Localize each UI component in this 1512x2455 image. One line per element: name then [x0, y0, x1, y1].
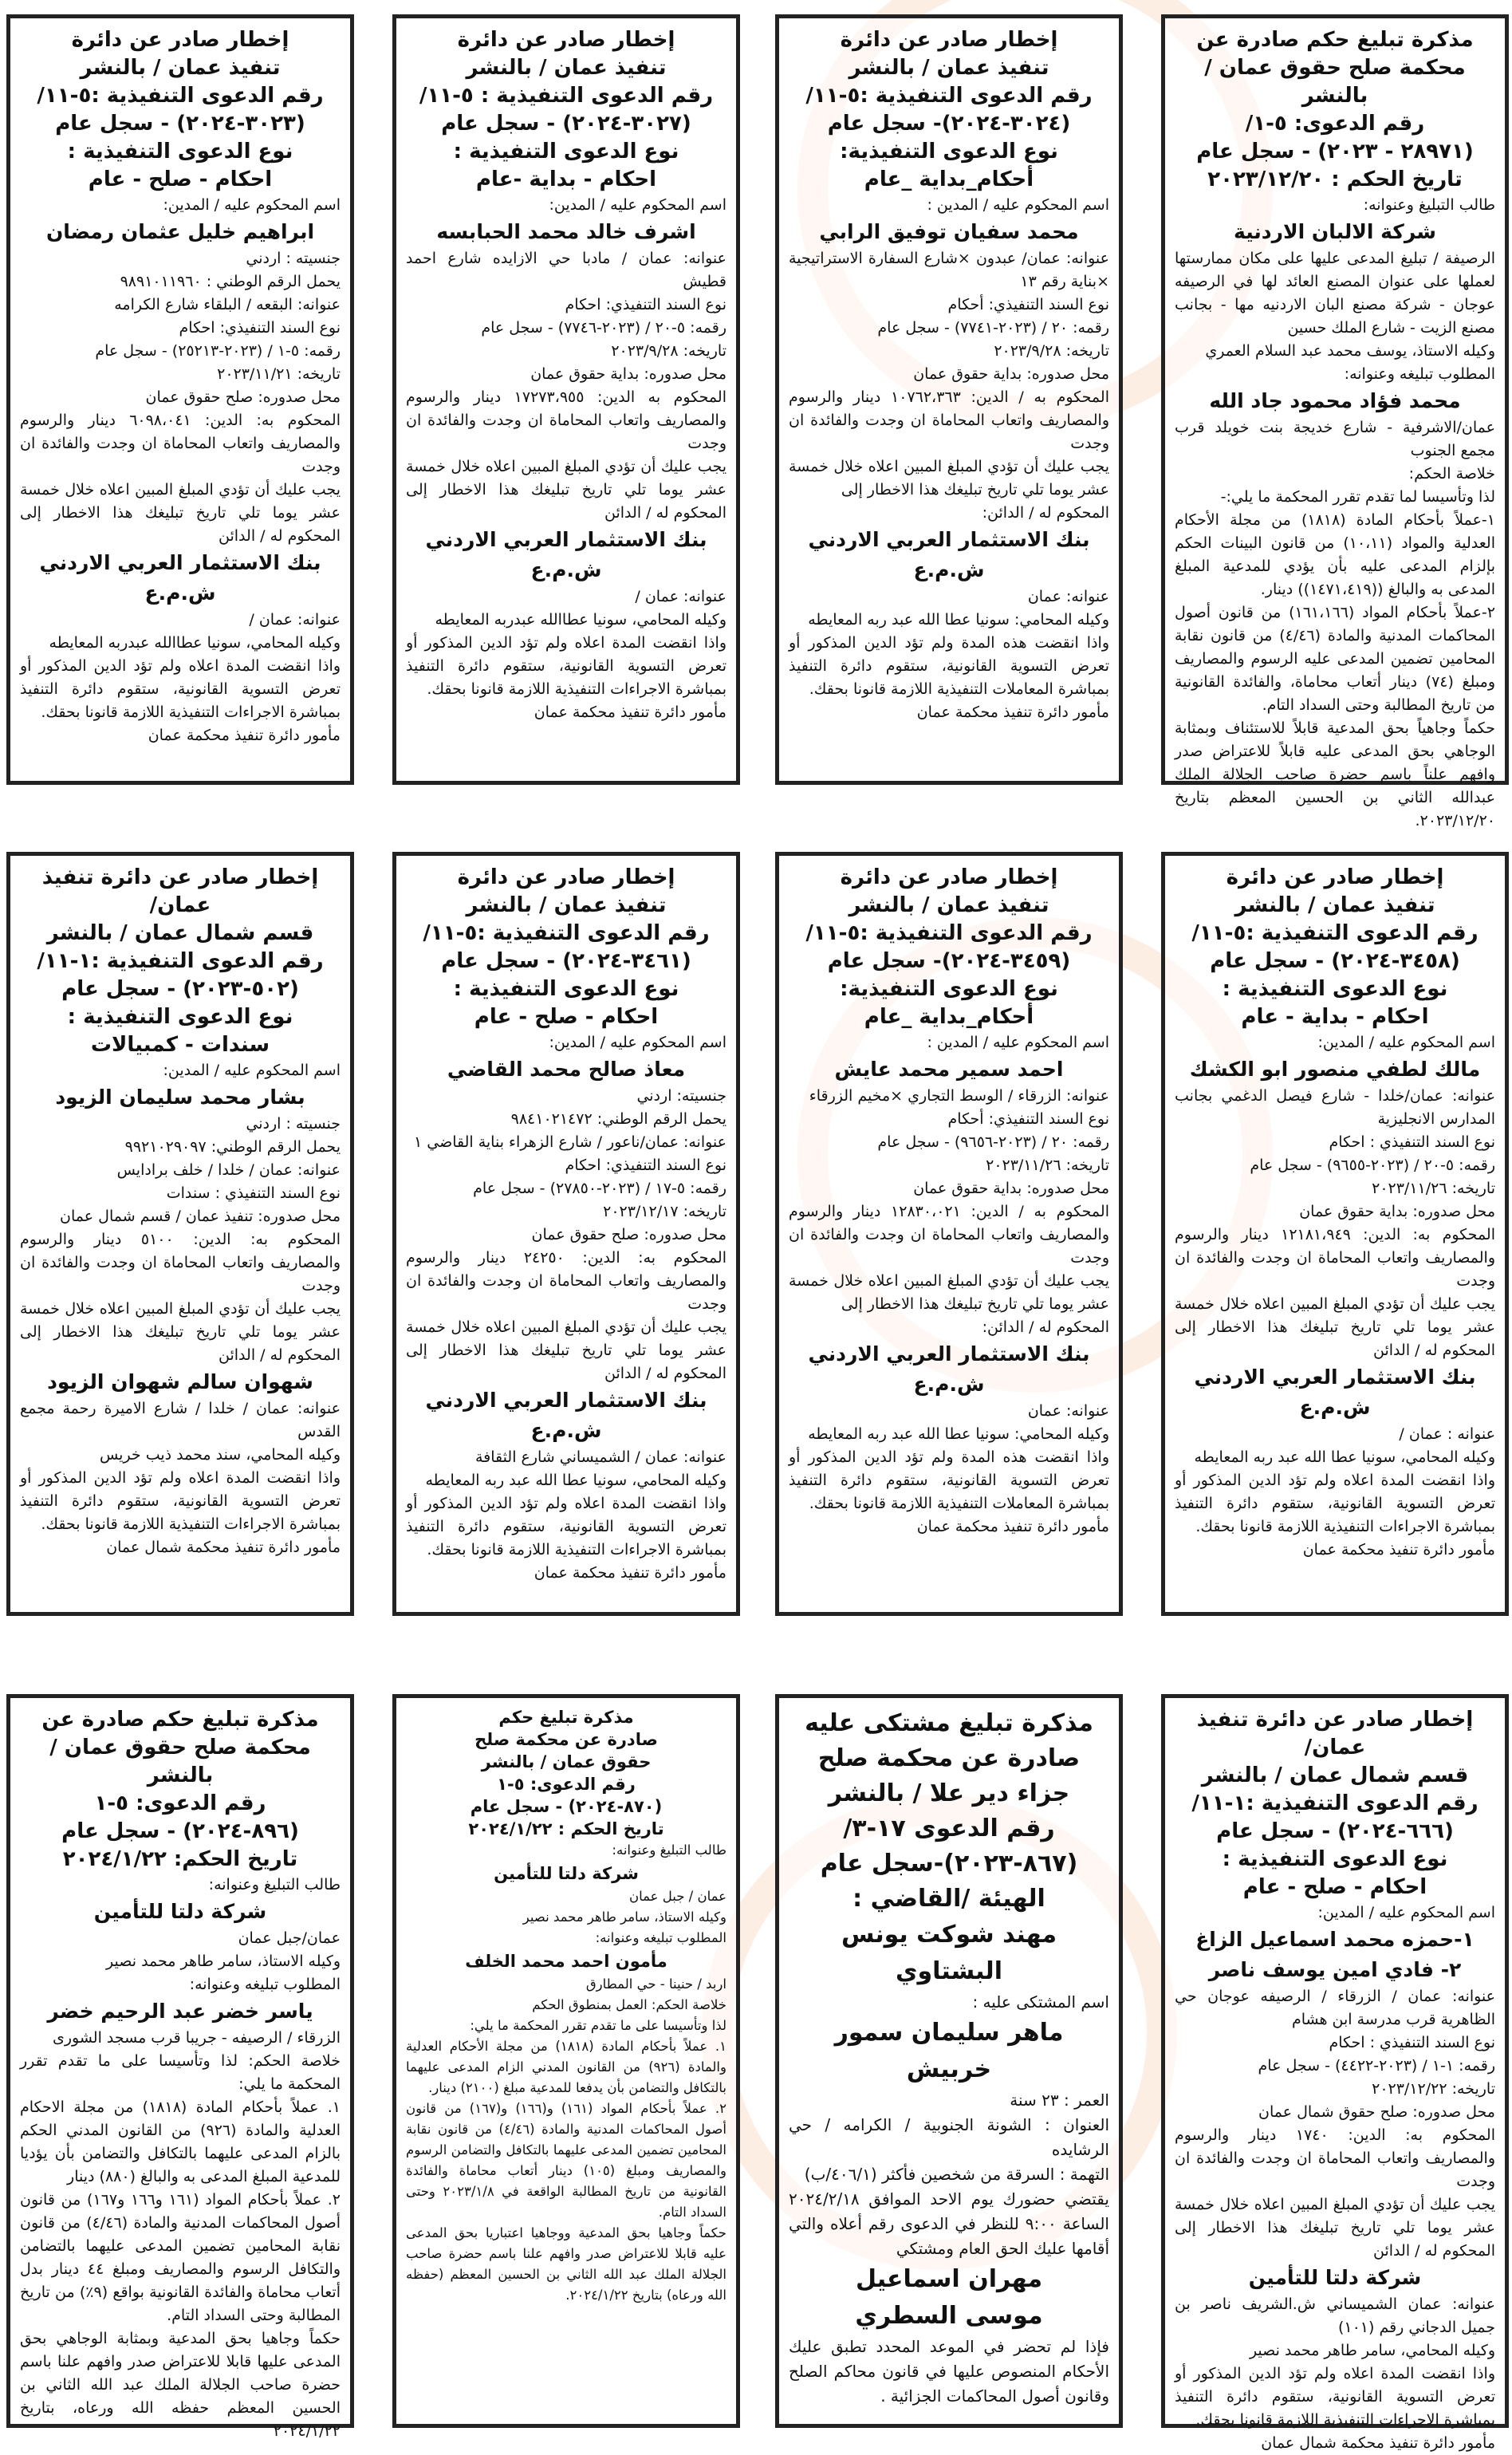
notice-text: ١-عملاً بأحكام المادة (١٨١٨) من مجلة الأحكام العدلية والمواد (١٠،١١) من قانون البينات الحكم بإلزام المدعى عليه بأن يؤدي للمدعية المبلغ المدعى به والبالغ ((١٤٧١،٤١٩)) دينار.: [1175, 511, 1495, 598]
notice-heading-line: إخطار صادر عن دائرة: [457, 865, 675, 889]
notice-text: اسم المحكوم عليه / المدين :: [927, 1034, 1109, 1051]
notice-text: لذا وتأسيسا على ما تقدم تقرر المحكمة ما يلي:: [470, 2018, 726, 2033]
notice-heading-line: رقم الدعوى التنفيذية :١-١١/: [37, 949, 324, 973]
notice-text: تاريخه: ٢٠٢٣/١٢/١٧: [603, 1203, 726, 1220]
notice-text: عنوانه: عمان: [1027, 1402, 1109, 1420]
notice-text: مأمور دائرة تنفيذ محكمة عمان: [1302, 1541, 1495, 1559]
notice-heading-line: نوع الدعوى التنفيذية :: [1222, 1847, 1448, 1871]
notice-text: واذا انقضت المدة اعلاه ولم تؤد الدين المذكور أو تعرض التسوية القانونية، ستقوم دائرة التنفيذ بمباشرة الاجراءات التنفيذية اللازمة قانونا بحقك.: [406, 1495, 726, 1559]
notice-heading-line: رقم الدعوى: ٥-١: [94, 1791, 266, 1815]
notice-heading-line: سندات - كمبيالات: [90, 1033, 270, 1057]
notice-heading-line: (٥٠٢-٢٠٢٣) - سجل عام: [61, 977, 299, 1001]
notice-text: وكيله الاستاذ، سامر طاهر محمد نصير: [106, 1953, 341, 1970]
party-name: معاذ صالح محمد القاضي: [447, 1058, 686, 1081]
notice-text: محل صدوره: بداية حقوق عمان: [1299, 1203, 1495, 1220]
notice-text: طالب التبليغ وعنوانه:: [1363, 196, 1495, 214]
notice-heading-line: (٣٤٥٩-٢٠٢٤)- سجل عام: [827, 949, 1071, 973]
notice-text: مأمور دائرة تنفيذ محكمة شمال عمان: [1261, 2434, 1495, 2452]
notice-text: مأمور دائرة تنفيذ محكمة شمال عمان: [106, 1539, 341, 1556]
notice-heading-line: تنفيذ عمان / بالنشر: [80, 56, 281, 80]
notice-heading-line: نوع الدعوى التنفيذية :: [67, 140, 293, 164]
notice-heading-line: الهيئة /القاضي :: [852, 1885, 1045, 1913]
notice-heading-line: مذكرة تبليغ حكم صادرة عن: [1196, 28, 1474, 52]
notice-text: عنوانه: عمان/ عبدون ×شارع السفارة الاستراتيجية ×بناية رقم ١٣: [789, 250, 1109, 290]
notice-heading-line: مذكرة تبليغ حكم: [498, 1708, 634, 1727]
notice-heading-line: محكمة صلح حقوق عمان / بالنشر: [49, 1736, 311, 1787]
notice-heading-line: رقم الدعوى التنفيذية :٥-١١/: [805, 84, 1093, 108]
notice-heading-line: نوع الدعوى التنفيذية :: [1222, 977, 1448, 1001]
notice-text: ١. عملاً بأحكام المادة (١٨١٨) من مجلة الأحكام العدلية والمادة (٩٢٦) من القانون المدني الزام المدعى عليهما بالتكافل والتضامن بأن يدفعا للمدعية مبلغ (٢١٠٠) دينار.: [406, 2039, 726, 2095]
notice-text: رقمه: ٥-٢٠ / (٢٠٢٣-٩٦٥٥) - سجل عام: [1250, 1157, 1495, 1174]
notice-text: رقمه: ٥-١ / (٢٠٢٣-٢٥٢١٣) - سجل عام: [95, 342, 341, 360]
notice-text: محل صدوره: تنفيذ عمان / قسم شمال عمان: [60, 1208, 341, 1225]
notice-heading-line: أحكام_بداية _عام: [864, 167, 1034, 191]
notice-heading-line: (٣٠٢٤-٢٠٢٤)- سجل عام: [827, 112, 1071, 136]
party-name: ياسر خضر عبد الرحيم خضر: [47, 2000, 313, 2023]
notice-heading-line: نوع الدعوى التنفيذية:: [840, 977, 1058, 1001]
notice-box: [392, 1694, 740, 2428]
notice-text: وكيله المحامي، سونيا عطا الله عبد ربه المعايطه: [425, 1472, 726, 1489]
notice-heading-line: رقم الدعوى: ٥-١: [497, 1775, 636, 1794]
notice-heading-line: إخطار صادر عن دائرة: [840, 28, 1058, 52]
notice-text: خلاصة الحكم:: [1408, 465, 1495, 483]
notice-text: عنوانه: عمان: [1027, 588, 1109, 605]
notice-text: رقمه: ٥-١٧ / (٢٠٢٣-٢٧٨٥٠) - سجل عام: [473, 1180, 726, 1197]
notice-text: المحكوم به: الدين: ١٧٤٠ دينار والرسوم والمصاريف واتعاب المحاماة ان وجدت والفائدة ان وجدت: [1175, 2126, 1495, 2190]
notice-text: يقتضي حضورك يوم الاحد الموافق ٢٠٢٤/٢/١٨ الساعة ٩:٠٠ للنظر في الدعوى رقم أعلاه والتي أقامها عليك الحق العام ومشتكي: [789, 2189, 1109, 2258]
notice-heading-line: تنفيذ عمان / بالنشر: [1234, 893, 1435, 917]
notice-text: مأمور دائرة تنفيذ محكمة عمان: [534, 1564, 726, 1582]
notice-text: محل صدوره: بداية حقوق عمان: [913, 1180, 1109, 1197]
notice-text: واذا انقضت هذه المدة ولم تؤد الدين المذكور أو تعرض التسوية القانونية، ستقوم دائرة التنفيذ بمباشرة المعاملات التنفيذية اللازمة قانونا بحقك.: [789, 1448, 1109, 1512]
party-name: بنك الاستثمار العربي الاردني ش.م.ع: [425, 528, 707, 581]
notice-text: تاريخه: ٢٠٢٣/٩/٢٨: [994, 342, 1109, 360]
notice-heading-line: تاريخ الحكم : ٢٠٢٣/١٢/٢٠: [1207, 167, 1463, 191]
party-name: بنك الاستثمار العربي الاردني ش.م.ع: [808, 528, 1090, 581]
party-name: شركة دلتا للتأمين: [93, 1900, 267, 1923]
notice-heading-line: (٨٩٦-٢٠٢٤) - سجل عام: [61, 1819, 299, 1843]
notice-box: [392, 14, 740, 785]
notice-text: المحكوم به / الدين: ١٢٨٣٠،٠٢١ دينار والرسوم والمصاريف واتعاب المحاماة ان وجدت والفائدة ان وجدت: [789, 1203, 1109, 1267]
notice-box: [1161, 14, 1509, 829]
notice-text: رقمه: ١-١ / (٢٠٢٣-٤٤٢٢) - سجل عام: [1258, 2057, 1495, 2075]
notice-text: المحكوم به: الدين: ٦٠٩٨،٠٤١ دينار والرسوم والمصاريف واتعاب المحاماة ان وجدت والفائدة ان وجدت: [20, 412, 341, 475]
notice-heading-line: مذكرة تبليغ حكم صادرة عن: [41, 1708, 319, 1732]
notice-text: عنوانه: عمان / خلدا / شارع الاميرة رحمة مجمع القدس: [20, 1400, 341, 1440]
party-name: شركة دلتا للتأمين: [1248, 2266, 1422, 2289]
notice-text: خلاصة الحكم: العمل بمنطوق الحكم: [532, 1997, 726, 2012]
notice-text: يحمل الرقم الوطني : ٩٨٩١٠١١٩٦٠: [120, 273, 341, 290]
notice-heading-line: رقم الدعوى التنفيذية :١-١١/: [1191, 1791, 1479, 1815]
notice-text: واذا انقضت المدة اعلاه ولم تؤد الدين المذكور أو تعرض التسوية القانونية، ستقوم دائرة التنفيذ بمباشرة الاجراءات التنفيذية اللازمة قانونا بحقك.: [1175, 2365, 1495, 2429]
party-name: مأمون احمد محمد الخلف: [465, 1952, 667, 1971]
notice-text: عنوانه : عمان /: [1399, 1425, 1495, 1443]
notice-text: يجب عليك أن تؤدي المبلغ المبين اعلاه خلال خمسة عشر يوما تلي تاريخ تبليغك هذا الاخطار إلى: [789, 1272, 1109, 1313]
notice-text: المحكوم له / الدائن:: [982, 1318, 1109, 1336]
notice-text: عمان/الاشرفية - شارع خديجة بنت خويلد قرب مجمع الجنوب: [1175, 419, 1495, 459]
notice-text: نوع السند التنفيذي: احكام: [179, 319, 341, 337]
party-name: محمد فؤاد محمود جاد الله: [1209, 389, 1461, 412]
notice-heading-line: احكام - بداية -عام: [475, 167, 657, 191]
notice-heading-line: رقم الدعوى التنفيذية :٥-١١/: [1191, 921, 1479, 945]
notice-text: يجب عليك أن تؤدي المبلغ المبين اعلاه خلال خمسة عشر يوما تلي تاريخ تبليغك هذا الاخطار إلى المحكوم له / الدائن: [20, 1300, 341, 1364]
notice-heading-line: تاريخ الحكم : ٢٠٢٤/١/٢٢: [468, 1819, 664, 1838]
notice-heading-line: رقم الدعوى ١٧-٣/: [843, 1815, 1055, 1842]
notice-text: تاريخه: ٢٠٢٣/١٢/٢٢: [1372, 2080, 1495, 2098]
notice-heading-line: احكام - صلح - عام: [474, 1005, 659, 1029]
notice-text: رقمه: ٢٠ / (٢٠٢٣-٧٧٤١) - سجل عام: [877, 319, 1109, 337]
notice-text: ٢-عملاً بأحكام المواد (١٦١،١٦٦) من قانون أصول المحاكمات المدنية والمادة (٤/٤٦) من قانون نقابة المحامين تضمين المدعى عليه الرسوم والمصاريف ومبلغ (٧٤) دينار أتعاب محاماة، والفائدة القانونية من تاريخ المطالبة وحتى السداد التام.: [1175, 604, 1495, 714]
notice-heading-line: تاريخ الحكم: ٢٠٢٤/١/٢٢: [62, 1847, 298, 1871]
notice-text: اسم المحكوم عليه / المدين:: [1317, 1904, 1495, 1921]
notice-box: [775, 852, 1123, 1616]
notice-text: وكيله المحامي: سونيا عطا الله عبد ربه المعايطه: [808, 611, 1109, 629]
notice-box: [775, 1694, 1123, 2428]
notice-box: [1161, 1694, 1509, 2452]
notice-text: حكماً وجاهيا بحق المدعية ووجاهيا اعتباريا بحق المدعى عليه قابلا للاعتراض صدر وافهم علنا باسم حضرة صاحب الجلالة الملك عبد الله الثاني بن الحسين المعظم (حفظه الله ورعاه) بتاريخ ٢٠٢٤/١/٢٢.: [406, 2225, 726, 2303]
notice-text: يجب عليك أن تؤدي المبلغ المبين اعلاه خلال خمسة عشر يوما تلي تاريخ تبليغك هذا الاخطار إلى المحكوم له / الدائن: [20, 481, 341, 545]
notice-text: مأمور دائرة تنفيذ محكمة عمان: [534, 703, 726, 721]
notice-text: اربد / حنينا - حي المطارق: [585, 1976, 726, 1992]
notice-heading-line: (٨٧٠-٢٠٢٤) - سجل عام: [470, 1797, 663, 1816]
notice-heading-line: رقم الدعوى التنفيذية :٥-١١/: [805, 921, 1093, 945]
party-name: شركة دلتا للتأمين: [494, 1864, 639, 1883]
party-name: بنك الاستثمار العربي الاردني ش.م.ع: [39, 551, 321, 605]
notice-text: المطلوب تبليغه وعنوانه:: [1344, 365, 1495, 383]
notice-heading-line: إخطار صادر عن دائرة: [457, 28, 675, 52]
notice-text: يجب عليك أن تؤدي المبلغ المبين اعلاه خلال خمسة عشر يوما تلي تاريخ تبليغك هذا الاخطار إلى المحكوم له / الدائن: [406, 458, 726, 522]
notice-text: فإذا لم تحضر في الموعد المحدد تطبق عليك الأحكام المنصوص عليها في قانون محاكم الصلح وقانون أصول المحاكمات الجزائية .: [789, 2337, 1109, 2406]
notice-text: اسم المحكوم عليه / المدين:: [549, 1034, 726, 1051]
notice-text: عنوانه: عمان/ناعور / شارع الزهراء بناية القاضي ١: [413, 1133, 726, 1151]
notice-heading-line: محكمة صلح حقوق عمان / بالنشر: [1204, 56, 1466, 108]
party-name: احمد سمير محمد عايش: [834, 1058, 1064, 1081]
notice-heading-line: جزاء دير علا / بالنشر: [828, 1779, 1070, 1807]
notice-heading-line: صادرة عن محكمة صلح: [817, 1744, 1081, 1772]
notice-text: نوع السند التنفيذي: أحكام: [947, 1110, 1109, 1128]
notice-text: المطلوب تبليغه وعنوانه:: [595, 1930, 726, 1945]
notice-text: رقمه: ٢٠ / (٢٠٢٣-٩٦٥٦) - سجل عام: [877, 1133, 1109, 1151]
notice-heading-line: تنفيذ عمان / بالنشر: [466, 893, 667, 917]
notice-text: ١. عملاً بأحكام المادة (١٨١٨) من مجلة الاحكام العدلية والمادة (٩٢٦) من القانون المدني الحكم بالزام المدعى عليهما بالتكافل والتضامن بأن يؤديا للمدعية المبلغ المدعى به والبالغ (٨٨٠) دينار: [20, 2098, 341, 2185]
party-name: شركة الالبان الاردنية: [1234, 220, 1436, 243]
notice-text: واذا انقضت المدة اعلاه ولم تؤد الدين المذكور أو تعرض التسوية القانونية، ستقوم دائرة التنفيذ بمباشرة الاجراءات التنفيذية اللازمة قانونا بحقك.: [1175, 1472, 1495, 1535]
notice-heading-line: نوع الدعوى التنفيذية :: [67, 1005, 293, 1029]
notice-heading-line: إخطار صادر عن دائرة تنفيذ عمان/: [1196, 1708, 1474, 1759]
notice-text: العنوان : الشونة الجنوبية / الكرامه / حي الرشايده: [789, 2115, 1109, 2159]
notice-text: عنوانه: عمان / الشميساني شارع الثقافة: [475, 1448, 726, 1466]
notice-text: المحكوم به / الدين: ١٠٧٦٢،٣٦٣ دينار والرسوم والمصاريف واتعاب المحاماة ان وجدت والفائدة ان وجدت: [789, 388, 1109, 452]
notice-heading-line: نوع الدعوى التنفيذية:: [840, 140, 1058, 164]
party-name: بشار محمد سليمان الزيود: [55, 1086, 305, 1109]
notice-text: وكيله المحامي: سونيا عطا الله عبد ربه المعايطه: [808, 1425, 1109, 1443]
notice-heading-line: رقم الدعوى التنفيذية : ٥-١١/: [419, 84, 714, 108]
notice-text: اسم المحكوم عليه / المدين:: [1317, 1034, 1495, 1051]
party-name: ماهر سليمان سمور خربيش: [834, 2019, 1064, 2083]
notice-text: وكيله المحامي، سونيا عطاالله عبدربه المعايطه: [49, 634, 341, 652]
notice-text: اسم المحكوم عليه / المدين:: [163, 1062, 341, 1079]
notice-text: المحكوم به: الدين: ٢٤٢٥٠ دينار والرسوم والمصاريف واتعاب المحاماة ان وجدت والفائدة ان وجدت: [406, 1249, 726, 1313]
notice-text: نوع السند التنفيذي : احكام: [1329, 2034, 1495, 2051]
notice-text: جنسيته : اردني: [246, 1115, 341, 1133]
party-name: محمد سفيان توفيق الرابي: [819, 220, 1079, 243]
notice-heading-line: تنفيذ عمان / بالنشر: [849, 893, 1049, 917]
notice-heading-line: تنفيذ عمان / بالنشر: [466, 56, 667, 80]
notice-heading-line: احكام - صلح - عام: [1242, 1875, 1427, 1899]
notice-box: [6, 14, 354, 785]
notice-text: مأمور دائرة تنفيذ محكمة عمان: [916, 703, 1109, 721]
notice-text: ٢. عملاً بأحكام المواد (١٦١) و(١٦٦) و(١٦٧) من قانون أصول المحاكمات المدنية والمادة (٤/٤٦) من قانون نقابة المحامين تضمين المدعى عليهما بالتكافل والتضامن الرسوم والمصاريف ومبلغ (١٠٥) دينار أتعاب محاماة والفائدة القانونية من تاريخ المطالبة الواقعة في ٢٠٢٣/١/٨ وحتى السداد التام.: [406, 2101, 726, 2220]
notice-text: عمان/جبل عمان: [238, 1929, 341, 1947]
notice-text: محل صدوره: صلح حقوق شمال عمان: [1258, 2103, 1495, 2121]
notice-heading-line: (٦٦٦-٢٠٢٤) - سجل عام: [1216, 1819, 1454, 1843]
notice-heading-line: قسم شمال عمان / بالنشر: [1201, 1763, 1469, 1787]
notice-heading-line: احكام - بداية - عام: [1241, 1005, 1429, 1029]
party-name: بنك الاستثمار العربي الاردني ش.م.ع: [808, 1342, 1090, 1396]
notice-text: عنوانه: عمان/خلدا - شارع فيصل الدغمي بجانب المدارس الانجليزية: [1175, 1087, 1495, 1128]
notice-text: المحكوم به الدين: ١٧٢٧٣،٩٥٥ دينار والرسوم والمصاريف واتعاب المحاماة ان وجدت والفائدة ان وجدت: [406, 388, 726, 452]
notice-text: نوع السند التنفيذي : احكام: [1329, 1133, 1495, 1151]
notice-text: وكيله المحامي، سونيا عطا الله عبد ربه المعايطه: [1194, 1448, 1495, 1466]
notice-text: الزرقاء / الرصيفه - جريبا قرب مسجد الشورى: [52, 2029, 341, 2047]
notice-text: عمان / جبل عمان: [628, 1889, 726, 1904]
notice-heading-line: إخطار صادر عن دائرة تنفيذ عمان/: [41, 865, 319, 917]
notice-text: المحكوم به: الدين: ٥١٠٠ دينار والرسوم والمصاريف واتعاب المحاماة ان وجدت والفائدة ان وجدت: [20, 1231, 341, 1294]
notice-text: المحكوم له / الدائن:: [982, 504, 1109, 522]
notice-text: يجب عليك أن تؤدي المبلغ المبين اعلاه خلال خمسة عشر يوما تلي تاريخ تبليغك هذا الاخطار إلى المحكوم له / الدائن: [406, 1318, 726, 1382]
party-name: شهوان سالم شهوان الزيود: [47, 1370, 313, 1393]
notice-text: يحمل الرقم الوطني: ٩٨٤١٠٢١٤٧٢: [510, 1110, 726, 1128]
notice-heading-line: أحكام_بداية _عام: [864, 1005, 1034, 1029]
notice-box: [392, 852, 740, 1616]
notice-heading-line: احكام - صلح - عام: [88, 167, 273, 191]
notice-text: نوع السند التنفيذي: أحكام: [947, 296, 1109, 313]
notice-heading-line: قسم شمال عمان / بالنشر: [46, 921, 314, 945]
notice-text: حكماً وجاهياً بحق المدعية قابلاً للاستئناف وبمثابة الوجاهي بحق المدعى عليه قابلاً للاعتراض صدر وافهم علناً باسم حضرة صاحب الجلالة الملك عبدالله الثاني بن الحسين المعظم بتاريخ ٢٠٢٣/١٢/٢٠.: [1175, 719, 1495, 829]
notice-text: اسم المحكوم عليه / المدين:: [163, 196, 341, 214]
notice-text: المحكوم به: الدين: ١٢١٨١،٩٤٩ دينار والرسوم والمصاريف واتعاب المحاماة ان وجدت والفائدة ان وجدت: [1175, 1226, 1495, 1290]
notice-heading-line: (٣٤٦١-٢٠٢٤) - سجل عام: [441, 949, 691, 973]
notice-text: حكماً وجاهيا بحق المدعية وبمثابة الوجاهي بحق المدعى عليها قابلا للاعتراض صدر وافهم علنا باسم حضرة صاحب الجلالة الملك عبد الله الثاني بن الحسين المعظم حفظه الله ورعاه، بتاريخ ٢٠٢٤/١/٢٢: [20, 2330, 341, 2440]
notice-heading-line: رقم الدعوى التنفيذية :٥-١١/: [37, 84, 324, 108]
notice-heading-line: إخطار صادر عن دائرة: [71, 28, 289, 52]
notice-text: عنوانه: عمان /: [635, 588, 726, 605]
notice-text: رقمه: ٥-٢٠ / (٢٠٢٣-٧٧٤٦) - سجل عام: [481, 319, 726, 337]
notice-text: مأمور دائرة تنفيذ محكمة عمان: [916, 1518, 1109, 1535]
notice-text: عنوانه: عمان / خلدا / خلف برادايس: [116, 1161, 341, 1179]
notice-heading-line: إخطار صادر عن دائرة: [1226, 865, 1444, 889]
notice-text: وكيله الاستاذ، سامر طاهر محمد نصير: [522, 1909, 726, 1925]
notice-heading-line: رقم الدعوى: ٥-١/: [1245, 112, 1425, 136]
notice-text: عنوانه: البقعه / البلقاء شارع الكرامه: [114, 296, 341, 313]
notice-heading-line: (٣٠٢٧-٢٠٢٤) - سجل عام: [441, 112, 691, 136]
notice-text: عنوانه: عمان / مادبا حي الازايده شارع احمد قطيش: [406, 250, 726, 290]
party-name: ٢- فادي امين يوسف ناصر: [1208, 1958, 1462, 1981]
notice-text: تاريخه: ٢٠٢٣/١١/٢١: [217, 365, 341, 383]
notice-text: يجب عليك أن تؤدي المبلغ المبين اعلاه خلال خمسة عشر يوما تلي تاريخ تبليغك هذا الاخطار إلى المحكوم له / الدائن: [1175, 1295, 1495, 1359]
notice-text: عنوانه: عمان / الزرقاء / الرصيفه عوجان حي الظاهرية قرب مدرسة ابن هشام: [1175, 1988, 1495, 2028]
notice-text: عنوانه: عمان /: [249, 611, 341, 629]
notice-text: يجب عليك أن تؤدي المبلغ المبين اعلاه خلال خمسة عشر يوما تلي تاريخ تبليغك هذا الاخطار إلى المحكوم له / الدائن: [1175, 2196, 1495, 2260]
notice-text: جنسيته : اردني: [246, 250, 341, 267]
notice-text: العمر : ٢٣ سنة: [1010, 2090, 1109, 2110]
notice-heading-line: (٢٨٩٧١ - ٢٠٢٣) - سجل عام: [1196, 140, 1474, 164]
notice-text: يحمل الرقم الوطني: ٩٩٢١٠٢٩٠٩٧: [124, 1138, 341, 1156]
notice-text: المطلوب تبليغه وعنوانه:: [189, 1976, 341, 1993]
notice-text: اسم المحكوم عليه / المدين:: [549, 196, 726, 214]
party-name: مهران اسماعيل: [855, 2265, 1043, 2293]
notice-text: نوع السند التنفيذي : سندات: [166, 1184, 341, 1202]
notice-text: خلاصة الحكم: لذا وتأسيسا على ما تقدم تقرر المحكمة ما يلي:: [20, 2052, 341, 2093]
notice-heading-line: حقوق عمان / بالنشر: [481, 1752, 652, 1771]
notice-text: تاريخه: ٢٠٢٣/١١/٢٦: [1372, 1180, 1495, 1197]
notice-heading-line: صادرة عن محكمة صلح: [474, 1730, 658, 1749]
notice-text: وكيله المحامي، سونيا عطاالله عبدربه المعايطه: [435, 611, 726, 629]
notice-text: يجب عليك أن تؤدي المبلغ المبين اعلاه خلال خمسة عشر يوما تلي تاريخ تبليغك هذا الاخطار إلى: [789, 458, 1109, 498]
notice-text: وكيله المحامي، سامر طاهر محمد نصير: [1249, 2342, 1495, 2359]
notice-text: طالب التبليغ وعنوانه:: [612, 1842, 726, 1858]
party-name: مهند شوكت يونس البشتاوي: [841, 1921, 1057, 1985]
notice-text: محل صدوره: صلح حقوق عمان: [531, 1226, 726, 1243]
notice-text: محل صدوره: صلح حقوق عمان: [145, 388, 341, 406]
notice-text: جنسيته: اردني: [636, 1087, 726, 1105]
party-name: ابراهيم خليل عثمان رمضان: [45, 220, 315, 243]
notice-text: لذا وتأسيسا لما تقدم تقرر المحكمة ما يلي:-: [1220, 488, 1495, 506]
notice-text: مأمور دائرة تنفيذ محكمة عمان: [148, 727, 341, 744]
party-name: ١-حمزه محمد اسماعيل الزاغ: [1195, 1928, 1475, 1951]
notice-heading-line: (٨٦٧-٢٠٢٣)-سجل عام: [820, 1850, 1078, 1878]
notice-heading-line: تنفيذ عمان / بالنشر: [849, 56, 1049, 80]
notice-text: التهمة : السرقة من شخصين فأكثر (٤٠٦/١/ب): [804, 2165, 1109, 2184]
notice-box: [6, 1694, 354, 2440]
notice-heading-line: نوع الدعوى التنفيذية :: [453, 140, 679, 164]
notice-text: اسم المشتكى عليه :: [972, 1992, 1109, 2012]
notice-text: وكيله الاستاذ، يوسف محمد عبد السلام العمري: [1205, 342, 1495, 360]
notice-heading-line: مذكرة تبليغ مشتكى عليه: [805, 1709, 1093, 1737]
notice-text: واذا انقضت هذه المدة ولم تؤد الدين المذكور أو تعرض التسوية القانونية، ستقوم دائرة التنفيذ بمباشرة المعاملات التنفيذية اللازمة قانونا بحقك.: [789, 634, 1109, 698]
notice-text: طالب التبليغ وعنوانه:: [208, 1876, 341, 1893]
notice-text: اسم المحكوم عليه / المدين :: [927, 196, 1109, 214]
party-name: مالك لطفي منصور ابو الكشك: [1189, 1058, 1481, 1081]
party-name: بنك الاستثمار العربي الاردني ش.م.ع: [425, 1389, 707, 1442]
notice-heading-line: (٣٤٥٨-٢٠٢٤) - سجل عام: [1210, 949, 1460, 973]
notice-text: وكيله المحامي، سند محمد ذيب خريس: [99, 1446, 341, 1464]
notice-text: عنوانه: الزرقاء / الوسط التجاري ×مخيم الزرقاء: [809, 1087, 1109, 1105]
notice-text: واذا انقضت المدة اعلاه ولم تؤد الدين المذكور أو تعرض التسوية القانونية، ستقوم دائرة التنفيذ بمباشرة الاجراءات التنفيذية اللازمة قانونا بحقك.: [406, 634, 726, 698]
notice-heading-line: (٣٠٢٣-٢٠٢٤) - سجل عام: [55, 112, 305, 136]
notice-text: محل صدوره: بداية حقوق عمان: [913, 365, 1109, 383]
notice-text: تاريخه: ٢٠٢٣/١١/٢٦: [986, 1157, 1109, 1174]
notice-text: نوع السند التنفيذي: احكام: [565, 296, 726, 313]
notice-heading-line: رقم الدعوى التنفيذية :٥-١١/: [423, 921, 710, 945]
party-name: بنك الاستثمار العربي الاردني ش.م.ع: [1194, 1365, 1476, 1419]
notice-box: [775, 14, 1123, 785]
notice-text: الرصيفة / تبليغ المدعى عليها على مكان ممارستها لعملها على عنوان المصنع العائد لها في الرصيفه عوجان - شركة مصنع البان الاردنيه مها - بجانب مصنع الزيت - شارع الملك حسين: [1175, 250, 1495, 337]
notice-heading-line: نوع الدعوى التنفيذية :: [453, 977, 679, 1001]
party-name: موسى السطري: [855, 2302, 1043, 2330]
notice-heading-line: إخطار صادر عن دائرة: [840, 865, 1058, 889]
party-name: اشرف خالد محمد الحبابسه: [436, 220, 696, 243]
notice-text: ٢. عملاً بأحكام المواد (١٦١ و١٦٦ و١٦٧) من قانون أصول المحاكمات المدنية والمادة (٤/٤٦) من قانون نقابة المحامين تضمين المدعى عليهما بالتضامن والتكافل الرسوم والمصاريف ومبلغ ٤٤ دينار بدل أتعاب محاماة والفائدة القانونية بواقع (٩٪) من تاريخ المطالبة وحتى السداد التام.: [20, 2191, 341, 2324]
notice-box: [6, 852, 354, 1616]
notice-text: عنوانه: عمان الشميساني ش.الشريف ناصر بن جميل الدجاني رقم (١٠١): [1175, 2295, 1495, 2336]
notice-text: محل صدوره: بداية حقوق عمان: [530, 365, 726, 383]
notice-text: نوع السند التنفيذي: احكام: [565, 1157, 726, 1174]
notice-box: [1161, 852, 1509, 1616]
notice-text: تاريخه: ٢٠٢٣/٩/٢٨: [611, 342, 726, 360]
notice-text: واذا انقضت المدة اعلاه ولم تؤد الدين المذكور أو تعرض التسوية القانونية، ستقوم دائرة التنفيذ بمباشرة الاجراءات التنفيذية اللازمة قانونا بحقك.: [20, 657, 341, 721]
notice-text: واذا انقضت المدة اعلاه ولم تؤد الدين المذكور أو تعرض التسوية القانونية، ستقوم دائرة التنفيذ بمباشرة الاجراءات التنفيذية اللازمة قانونا بحقك.: [20, 1469, 341, 1533]
